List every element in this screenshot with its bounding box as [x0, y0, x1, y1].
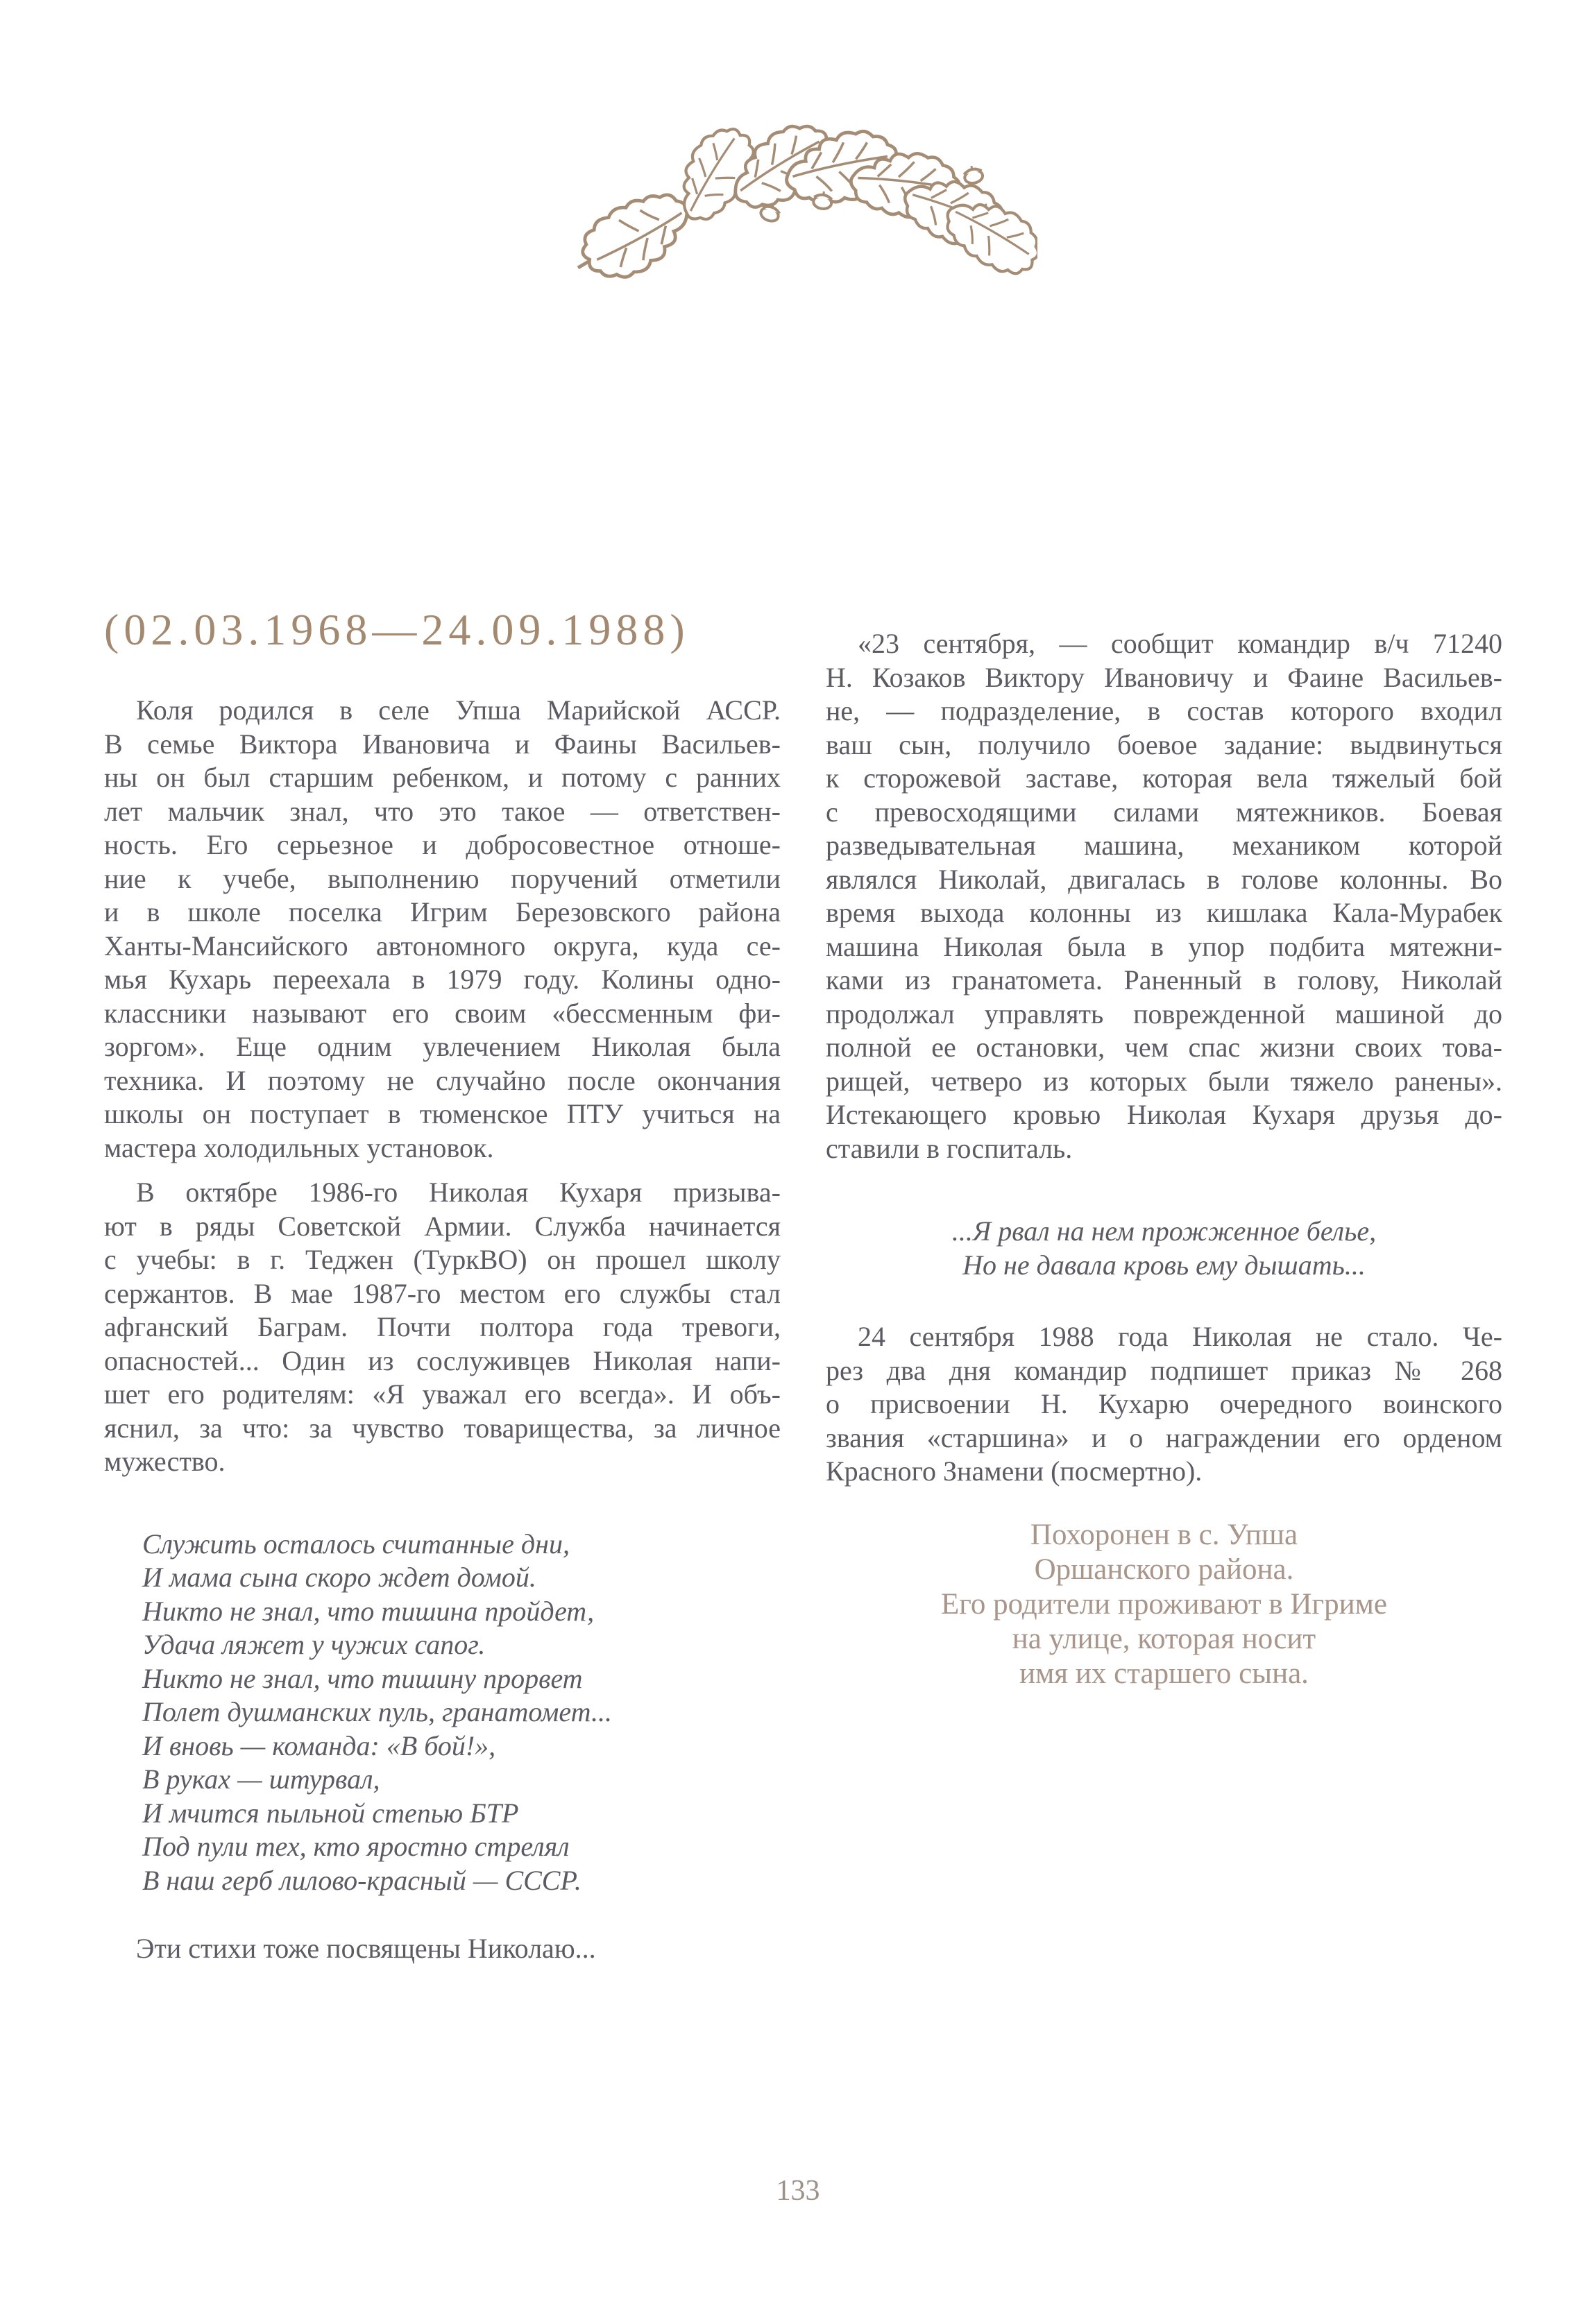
text-line: ют в ряды Советской Армии. Служба начинается	[104, 1210, 781, 1242]
text-line: зоргом». Еще одним увлечением Николая была	[104, 1031, 781, 1062]
text-line: звания «старшина» и о награждении его орденом	[826, 1421, 1502, 1453]
text-line: не, — подразделение, в состав которого входил	[826, 695, 1502, 726]
text-line: «23 сентября, — сообщит командир в/ч 71240	[858, 628, 1502, 659]
text-line: Но не давала кровь ему дышать...	[962, 1249, 1366, 1281]
text-line: являлся Николай, двигалась в голове колонны. Во	[826, 863, 1502, 895]
text-line: мастера холодильных установок.	[104, 1131, 494, 1163]
page-number: 133	[776, 2175, 820, 2207]
text-line: Никто не знал, что тишина пройдет,	[142, 1595, 595, 1627]
text-line: Похоронен в с. Упша	[1030, 1518, 1298, 1551]
text-line: сержантов. В мае 1987-го местом его службы стал	[104, 1277, 781, 1309]
text-line: шет его родителям: «Я уважал его всегда». И объ-	[104, 1378, 781, 1410]
text-line: ваш сын, получило боевое задание: выдвинуться	[826, 728, 1502, 760]
text-line: с учебы: в г. Теджен (ТуркВО) он прошел школу	[104, 1244, 781, 1275]
text-line: И мама сына скоро ждет домой.	[142, 1562, 536, 1593]
text-line: лет мальчик знал, что это такое — ответствен-	[104, 795, 781, 827]
text-line: и в школе поселка Игрим Березовского района	[104, 896, 781, 928]
text-line: В октябре 1986-го Николая Кухаря призыва-	[136, 1177, 781, 1208]
text-line: мья Кухарь переехала в 1979 году. Колины одно-	[104, 964, 781, 995]
text-line: Полет душманских пуль, гранатомет...	[142, 1696, 612, 1727]
text-line: Служить осталось считанные дни,	[142, 1528, 570, 1560]
text-line: Истекающего кровью Николая Кухаря друзья до-	[826, 1099, 1502, 1130]
verse-couplet	[826, 1214, 1502, 1282]
right-column	[826, 597, 1502, 1966]
text-line: Под пули тех, кто яростно стрелял	[142, 1831, 570, 1862]
text-line: машина Николая была в упор подбита мятежни-	[826, 930, 1502, 962]
biography-paragraph-1	[104, 694, 781, 1165]
text-line: В руках — штурвал,	[142, 1763, 380, 1795]
text-line: ...Я рвал на нем прожженное белье,	[951, 1215, 1377, 1247]
dates-heading: (02.03.1968—24.09.1988)	[104, 605, 690, 654]
text-line: на улице, которая носит	[1012, 1622, 1316, 1655]
text-line: о присвоении Н. Кухарю очередного воинского	[826, 1388, 1502, 1419]
text-line: ность. Его серьезное и добросовестное отноше-	[104, 829, 781, 860]
text-line: с превосходящими силами мятежников. Боевая	[826, 796, 1502, 828]
posthumous-award-paragraph	[826, 1320, 1502, 1489]
text-line: Н. Козаков Виктору Ивановичу и Фаине Васильев-	[826, 661, 1502, 693]
text-line: Ханты-Мансийского автономного округа, куда се-	[104, 930, 781, 962]
text-line: классники называют его своим «бессменным фи-	[104, 997, 781, 1029]
text-line: полной ее остановки, чем спас жизни своих това-	[826, 1032, 1502, 1063]
text-line: яснил, за что: за чувство товарищества, за личное	[104, 1412, 781, 1444]
text-line: Никто не знал, что тишину прорвет	[142, 1662, 583, 1694]
text-line: время выхода колонны из кишлака Кала-Мурабек	[826, 897, 1502, 928]
text-line: Эти стихи тоже посвящены Николаю...	[136, 1933, 596, 1964]
text-line: 24 сентября 1988 года Николая не стало. Че-	[858, 1321, 1502, 1352]
text-columns	[104, 597, 1502, 1966]
text-line: ны он был старшим ребенком, и потому с ранних	[104, 762, 781, 793]
poem-block	[142, 1528, 781, 1898]
oak-branch-ornament	[559, 110, 1037, 287]
text-line: мужество.	[104, 1446, 226, 1477]
text-line: ками из гранатомета. Раненный в голову, Николай	[826, 964, 1502, 996]
text-line: Оршанского района.	[1034, 1553, 1294, 1586]
text-line: афганский Баграм. Почти полтора года тревоги,	[104, 1311, 781, 1342]
text-line: ставили в госпиталь.	[826, 1132, 1073, 1164]
text-line: техника. И поэтому не случайно после окончания	[104, 1064, 781, 1096]
text-line: Коля родился в селе Упша Марийской АССР.	[136, 694, 781, 726]
text-line: к сторожевой заставе, которая вела тяжелый бой	[826, 762, 1502, 794]
text-line: рез два дня командир подпишет приказ № 268	[826, 1354, 1502, 1386]
text-line: рищей, четверо из которых были тяжело ранены».	[826, 1065, 1502, 1097]
text-line: И вновь — команда: «В бой!»,	[142, 1729, 496, 1761]
text-line: Красного Знамени (посмертно).	[826, 1455, 1203, 1487]
text-line: Удача ляжет у чужих сапог.	[142, 1629, 486, 1660]
text-line: опасностей... Один из сослуживцев Николая напи-	[104, 1344, 781, 1376]
commander-letter-paragraph	[826, 627, 1502, 1165]
text-line: В семье Виктора Ивановича и Фаины Васильев-	[104, 728, 781, 760]
text-line: И мчится пыльной степью БТР	[142, 1797, 519, 1829]
text-line: школы он поступает в тюменское ПТУ учиться на	[104, 1098, 781, 1129]
text-line: Его родители проживают в Игриме	[941, 1587, 1387, 1621]
text-line: продолжал управлять поврежденной машиной до	[826, 998, 1502, 1029]
burial-memorial-block	[826, 1518, 1502, 1691]
text-line: разведывательная машина, механиком которой	[826, 830, 1502, 861]
text-line: В наш герб лилово-красный — СССР.	[142, 1864, 581, 1896]
text-line: имя их старшего сына.	[1019, 1657, 1309, 1690]
left-column	[104, 597, 781, 1966]
text-line: ние к учебе, выполнению поручений отметили	[104, 862, 781, 894]
biography-paragraph-2	[104, 1176, 781, 1479]
poem-dedication	[104, 1932, 781, 1966]
